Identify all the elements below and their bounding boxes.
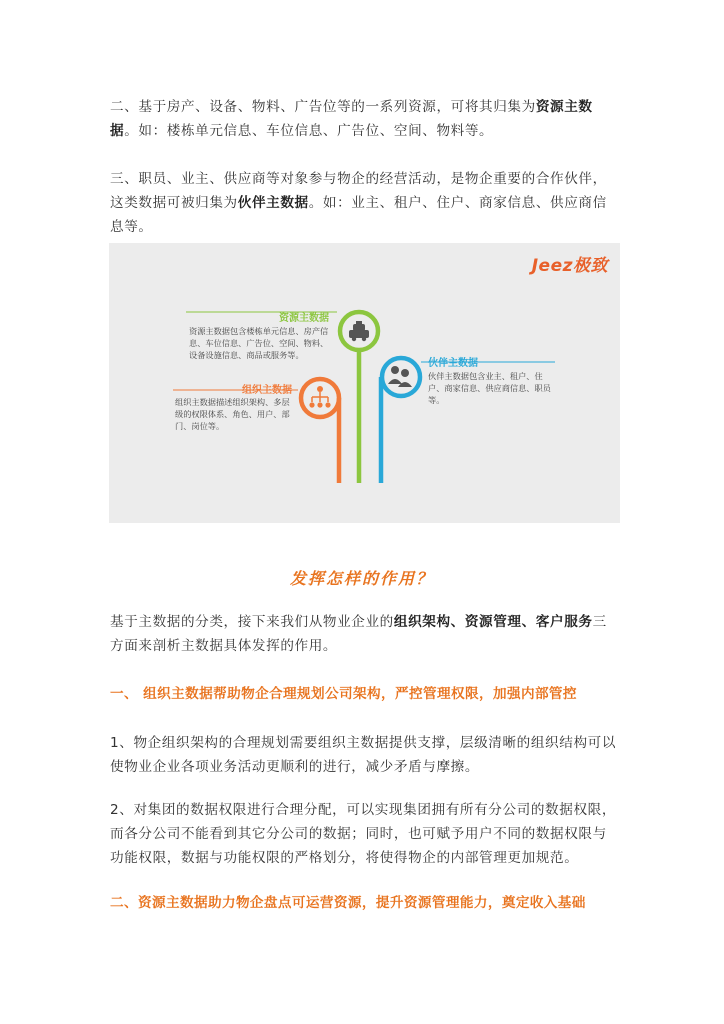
org-chart-icon <box>309 386 330 408</box>
three-aspects-term: 组织架构、资源管理、客户服务 <box>393 614 593 630</box>
partner-description: 伙伴主数据包含业主、租户、住户、商家信息、供应商信息、职员等。 <box>428 371 551 405</box>
org-title: 组织主数据 <box>242 385 292 396</box>
people-icon <box>388 366 412 387</box>
section-title: 发挥怎样的作用？ <box>289 569 434 588</box>
section-intro: 基于主数据的分类，接下来我们从物业企业的组织架构、资源管理、客户服务三方面来剖析主数据具体发挥的作用。 <box>110 614 607 654</box>
jeez-logo: Jeez极致 <box>531 256 608 276</box>
master-data-infographic <box>109 243 620 523</box>
resource-master-data-term: 资源主数据 <box>110 99 593 139</box>
org-description: 组织主数据描述组织架构、多层级的权限体系、角色、用户、部门、岗位等。 <box>175 397 290 431</box>
partner-master-data-term: 伙伴主数据 <box>237 195 309 211</box>
point1-heading: 一、 组织主数据帮助物企合理规划公司架构，严控管理权限，加强内部管控 <box>110 686 577 702</box>
paragraph-partner-master-data: 三、职员、业主、供应商等对象参与物企的经营活动，是物企重要的合作伙伴，这类数据可被归集为伙伴主数据。如：业主、租户、住户、商家信息、供应商信息等。 <box>110 171 607 235</box>
point2-heading: 二、资源主数据助力物企盘点可运营资源，提升资源管理能力，奠定收入基础 <box>110 895 586 911</box>
point1-item1: 1、物企组织架构的合理规划需要组织主数据提供支撑，层级清晰的组织结构可以使物业企业各项业务活动更顺利的进行，减少矛盾与摩擦。 <box>110 735 617 775</box>
resource-title: 资源主数据 <box>279 313 329 324</box>
car-icon <box>349 321 369 341</box>
partner-title: 伙伴主数据 <box>428 358 478 369</box>
point1-item2: 2、对集团的数据权限进行合理分配，可以实现集团拥有所有分公司的数据权限，而各分公司不能看到其它分公司的数据；同时，也可赋予用户不同的数据权限与功能权限，数据与功能权限的严格划分，将使得物企的内部管理更加规范。 <box>110 802 617 866</box>
resource-description: 资源主数据包含楼栋单元信息、房产信息、车位信息、广告位、空间、物料、设备设施信息、商品或服务等。 <box>189 326 329 360</box>
paragraph-resource-master-data: 二、基于房产、设备、物料、广告位等的一系列资源，可将其归集为资源主数据。如：楼栋单元信息、车位信息、广告位、空间、物料等。 <box>110 99 593 139</box>
